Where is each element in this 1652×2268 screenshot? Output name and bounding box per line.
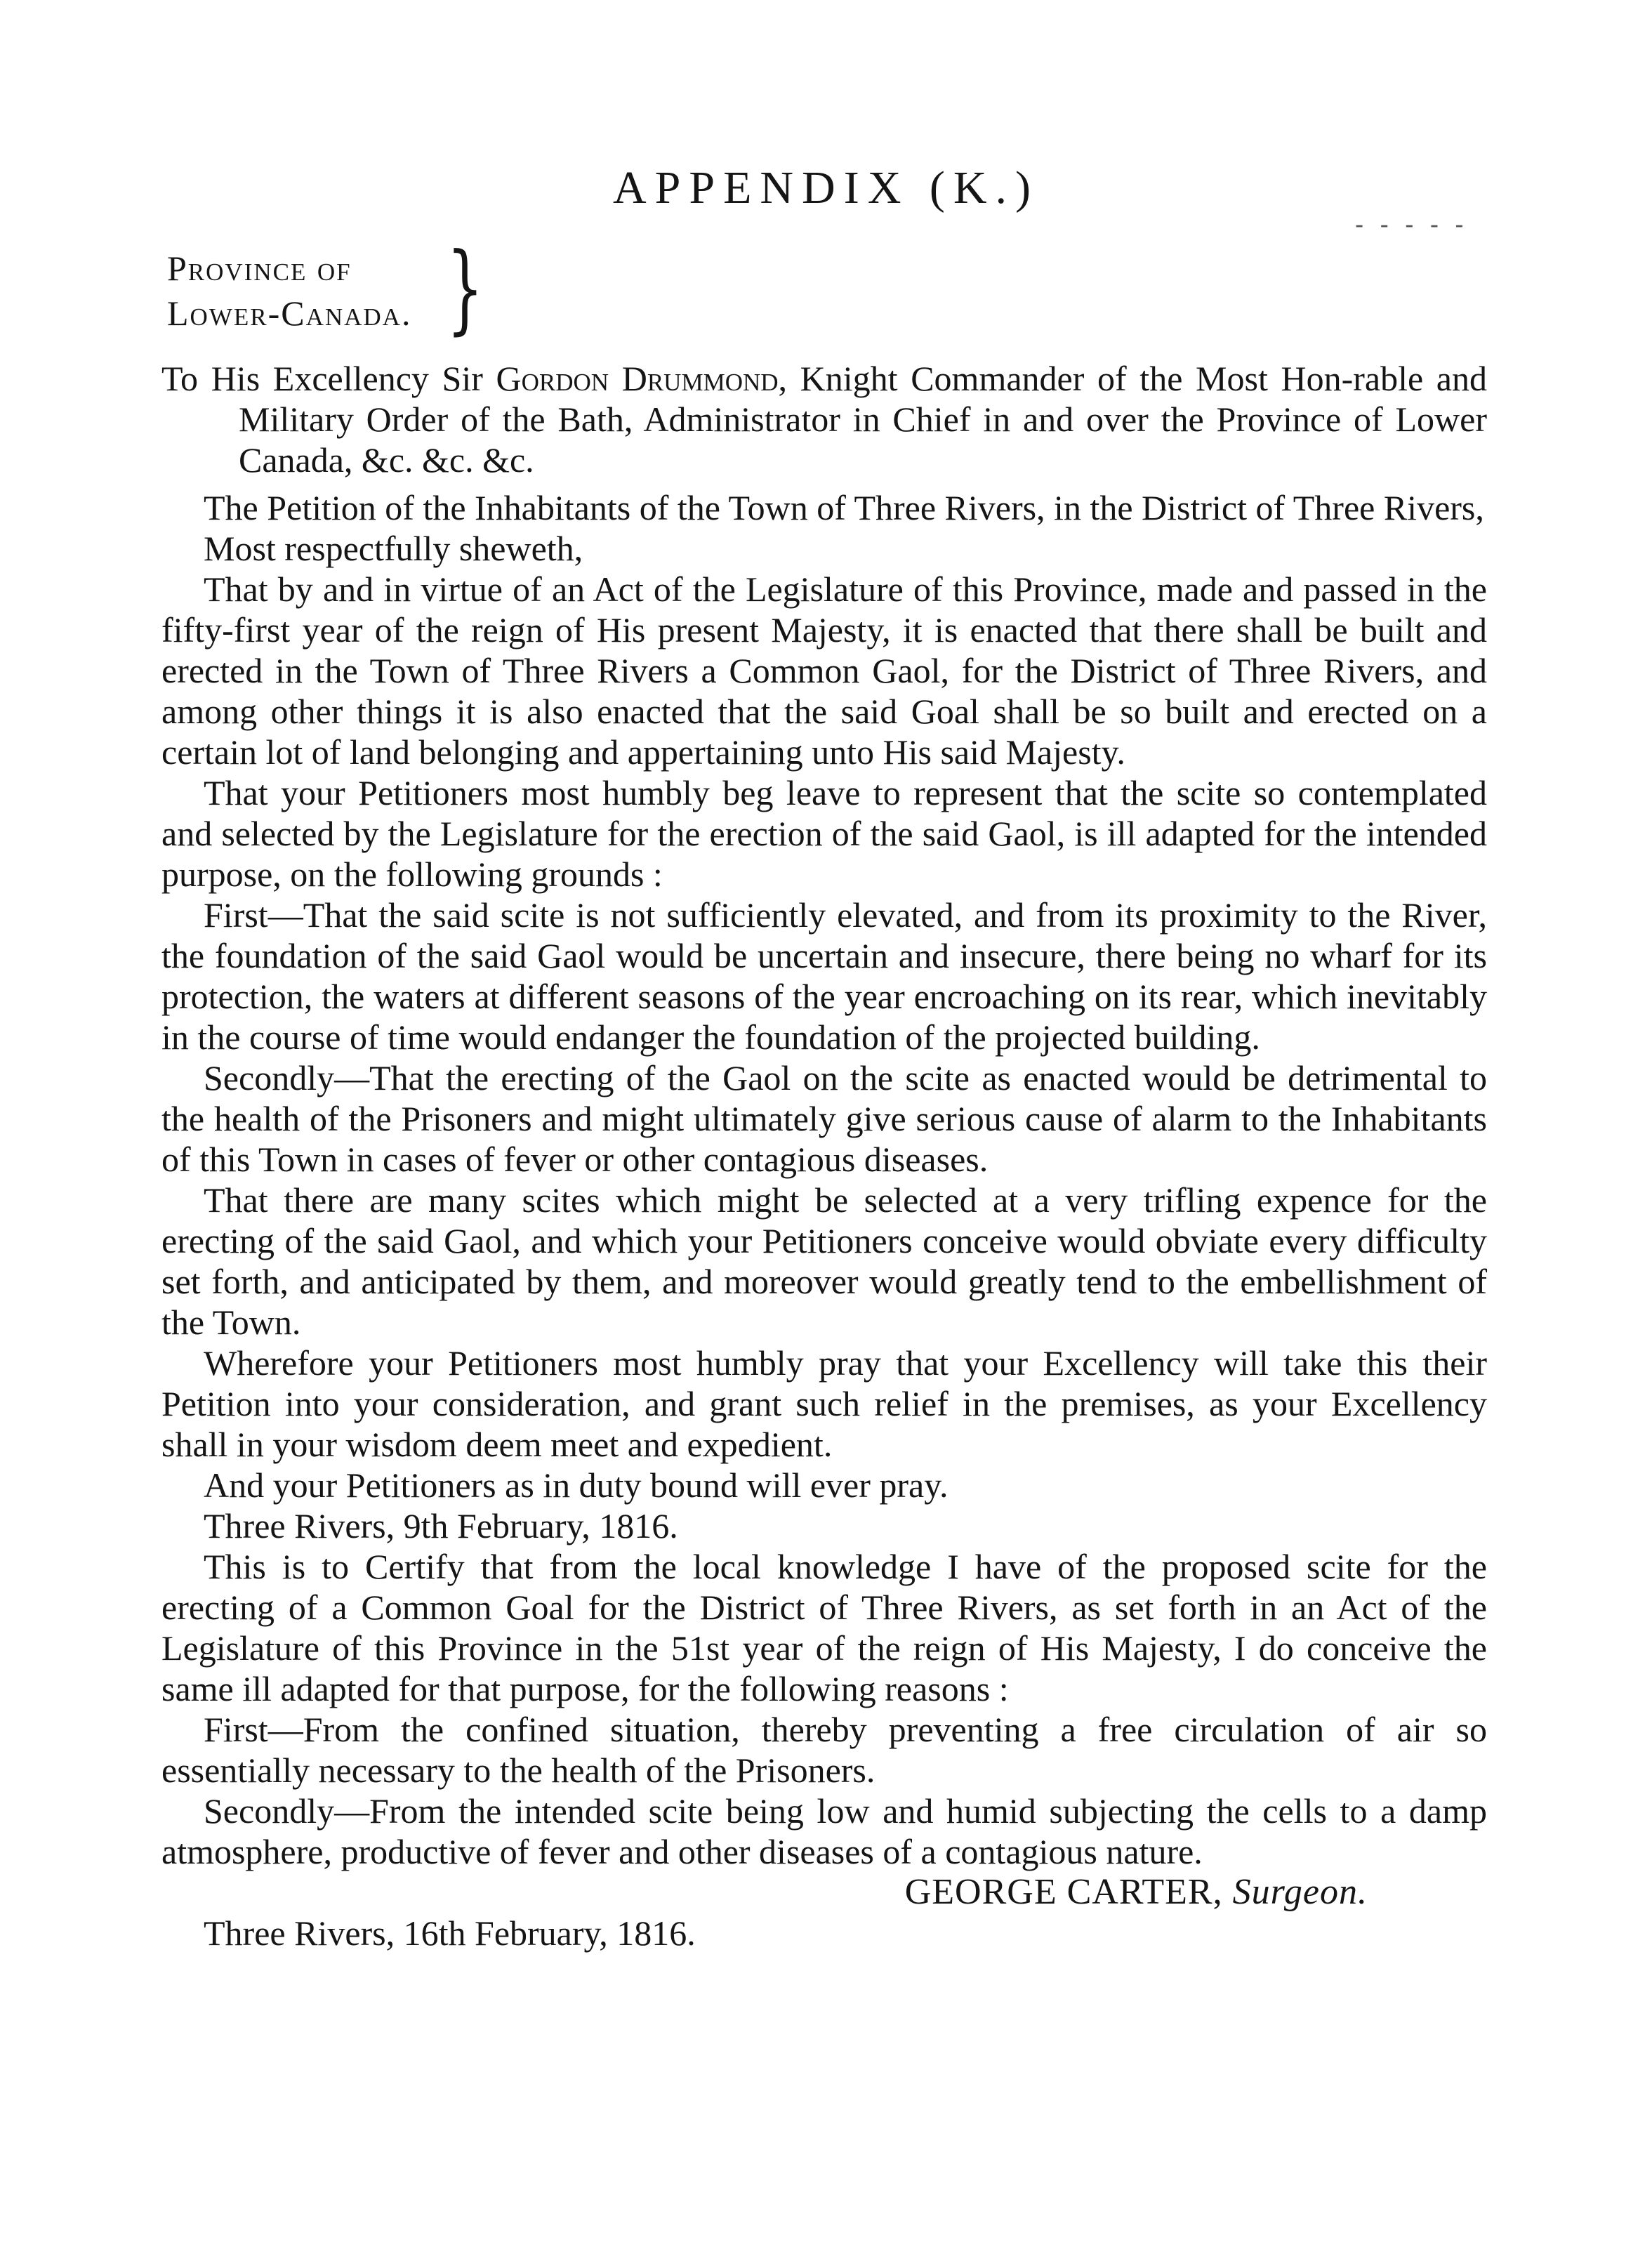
certificate-paragraph-1: This is to Certify that from the local knowledge I have of the proposed scite for the erecting of a Common Goal for the District of Three Rivers, as set forth in an Act of the Legislature of this Province in the 51st year of the reign of His Majesty, I do conceive the same ill adapted for that purpose, for the following reasons : [161,1547,1487,1708]
certificate-date: Three Rivers, 16th February, 1816. [204,1913,696,1953]
page-title: APPENDIX (K.) [613,162,1039,213]
address-name: Gordon Drummond [496,359,779,398]
petition-intro: The Petition of the Inhabitants of the Town of Three Rivers, in the District of Three Rivers, [204,488,1484,527]
petition-paragraph-1: That by and in virtue of an Act of the Legislature of this Province, made and passed in the fifty-first year of the reign of His present Majesty, it is enacted that there shall be built and erected in the Town of Three Rivers a Common Gaol, for the District of Three Rivers, and among other things it is also enacted that the said Goal shall be so built and erected on a certain lot of land belonging and appertaining unto His said Majesty. [161,569,1487,772]
province-line-2: Lower-Canada. [167,294,412,333]
petition-paragraph-5: That there are many scites which might be selected at a very trifling expence for the erecting of the said Gaol, and which your Petitioners conceive would obviate every difficulty set forth, and anticipated by them, and moreover would greatly tend to the embellishment of the Town. [161,1180,1487,1342]
petition-date: Three Rivers, 9th February, 1816. [204,1506,678,1545]
signer-title: Surgeon. [1232,1872,1368,1912]
certificate-paragraph-2: First—From the confined situation, thereby preventing a free circulation of air so essentially necessary to the health of the Prisoners. [161,1710,1487,1790]
signature-line [161,1872,1487,1913]
address-paragraph [161,358,1487,480]
address-rest: , Knight Commander of the Most Hon-rable and Military Order of the Bath, Administrator in Chief in and over the Province of Lower Canada, &c. &c. &c. [239,359,1488,480]
petition-paragraph-3: First—That the said scite is not sufficiently elevated, and from its proximity to the River, the foundation of the said Gaol would be uncertain and insecure, there being no wharf for its protection, the waters at different seasons of the year encroaching on its rear, which inevitably in the course of time would endanger the foundation of the projected building. [161,895,1487,1057]
petition-paragraph-7: And your Petitioners as in duty bound will ever pray. [204,1465,949,1505]
province-label [167,246,411,336]
petition-paragraph-6: Wherefore your Petitioners most humbly pray that your Excellency will take this their Petition into your consideration, and grant such relief in the premises, as your Excellency shall in your wisdom deem meet and expedient. [161,1343,1487,1464]
petition-paragraph-4: Secondly—That the erecting of the Gaol on the scite as enacted would be detrimental to the health of the Prisoners and might ultimately give serious cause of alarm to the Inhabitants of this Town in cases of fever or other contagious diseases. [161,1058,1487,1179]
document-body [161,358,1487,1953]
address-prefix: To His Excellency Sir [161,359,496,398]
corner-mark: - - - - - [1355,211,1468,239]
province-line-1: Province of [167,249,352,288]
petition-paragraph-2: That your Petitioners most humbly beg leave to represent that the scite so contemplated and selected by the Legislature for the erection of the said Gaol, is ill adapted for the intended purpose, on the following grounds : [161,773,1487,894]
signature [905,1872,1487,1913]
signer-name: GEORGE CARTER, [904,1872,1223,1912]
certificate-paragraph-3: Secondly—From the intended scite being low and humid subjecting the cells to a damp atmosphere, productive of fever and other diseases of a contagious nature. [161,1791,1487,1871]
petition-sheweth: Most respectfully sheweth, [204,529,583,568]
province-brace: } [447,232,484,345]
